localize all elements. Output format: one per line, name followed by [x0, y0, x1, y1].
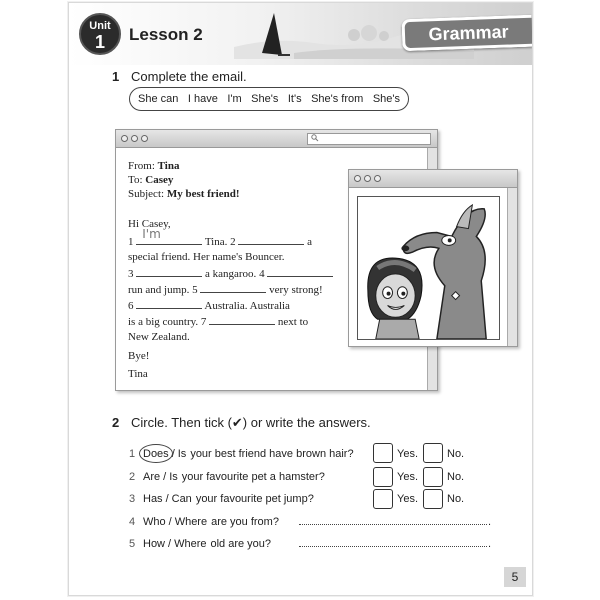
yes-checkbox[interactable]	[373, 443, 393, 463]
blank-number: 6	[128, 300, 134, 312]
no-label: No.	[447, 448, 465, 460]
no-checkbox[interactable]	[423, 443, 443, 463]
exercise-2-number: 2	[112, 415, 120, 430]
email-line-6	[128, 315, 373, 328]
separator: /	[163, 471, 167, 483]
to-label: To:	[128, 174, 143, 186]
lesson-title: Lesson 2	[129, 25, 203, 44]
window-zoom-dot	[141, 135, 148, 142]
from-value: Tina	[157, 160, 180, 172]
photo-window	[348, 169, 518, 347]
workbook-page	[68, 2, 533, 596]
photo-window-scrollbar	[507, 188, 517, 346]
email-signature: Tina	[128, 368, 148, 380]
email-text: run and jump.	[128, 284, 190, 296]
email-text: a	[307, 236, 312, 248]
line-end-period: .	[488, 538, 492, 550]
photo-window-titlebar	[349, 170, 517, 188]
email-text: next to	[277, 316, 309, 328]
window-close-dot	[354, 175, 361, 182]
word-bank-item: She's	[372, 93, 400, 105]
separator: /	[168, 538, 172, 550]
option-b: Is	[169, 471, 178, 483]
blank-number: 2	[230, 236, 236, 248]
option-a: Does	[143, 448, 169, 460]
option-b: Is	[177, 448, 187, 460]
word-bank-item: She can	[138, 93, 179, 105]
unit-label: Unit	[89, 20, 111, 32]
subject-value: My best friend!	[166, 188, 240, 200]
to-value: Casey	[145, 174, 174, 186]
blank-number: 3	[128, 268, 134, 280]
option-a: Who	[143, 516, 166, 528]
email-text: Australia. Australia	[204, 300, 290, 312]
search-field	[307, 133, 431, 145]
email-window-titlebar	[116, 130, 437, 148]
question-number: 1	[129, 448, 136, 460]
option-a: How	[143, 538, 166, 550]
option-b: Can	[171, 493, 192, 505]
window-minimize-dot	[131, 135, 138, 142]
yes-label: Yes.	[397, 493, 419, 505]
separator: /	[165, 493, 169, 505]
email-text: very strong!	[269, 284, 323, 296]
question-number: 4	[129, 516, 136, 528]
email-text: is a big country.	[128, 316, 199, 328]
answer-line[interactable]	[299, 524, 487, 525]
blank-number: 1	[128, 236, 134, 248]
subject-label: Subject:	[128, 188, 165, 200]
blank-3	[136, 267, 202, 277]
line-end-period: .	[488, 516, 492, 528]
no-checkbox[interactable]	[423, 489, 443, 509]
blank-number: 4	[259, 268, 265, 280]
question-number: 2	[129, 471, 136, 483]
yes-checkbox[interactable]	[373, 489, 393, 509]
unit-number: 1	[94, 32, 105, 52]
question-3	[129, 493, 314, 505]
email-line-3	[128, 267, 373, 280]
email-text: Tina.	[204, 236, 228, 248]
no-label: No.	[447, 471, 465, 483]
page-number: 5	[504, 567, 526, 587]
separator: /	[171, 448, 175, 460]
option-b: Where	[174, 538, 207, 550]
email-line-2: special friend. Her name's Bouncer.	[128, 251, 285, 263]
exercise-1-instruction: Complete the email.	[131, 69, 247, 84]
email-text: a kangaroo.	[205, 268, 257, 280]
blank-number: 7	[200, 316, 207, 328]
yes-checkbox[interactable]	[373, 467, 393, 487]
option-a: Are	[143, 471, 161, 483]
from-label: From:	[128, 160, 155, 172]
word-bank-item: I'm	[227, 93, 242, 105]
option-b: Where	[174, 516, 208, 528]
girl-and-kangaroo-illustration	[357, 196, 500, 340]
question-text: are you from?	[211, 516, 279, 528]
question-5	[129, 538, 271, 550]
email-line-4	[128, 283, 373, 296]
example-answer: I'm	[142, 227, 161, 241]
word-bank-item: She's from	[311, 93, 364, 105]
unit-badge	[79, 13, 121, 55]
blank-number: 5	[192, 284, 198, 296]
yes-label: Yes.	[397, 471, 419, 483]
option-a: Has	[143, 493, 163, 505]
no-label: No.	[447, 493, 465, 505]
blank-4	[267, 267, 333, 277]
yes-label: Yes.	[397, 448, 419, 460]
question-number: 5	[129, 538, 136, 550]
question-text: your best friend have brown hair?	[190, 448, 354, 460]
email-line-7: New Zealand.	[128, 331, 190, 343]
no-checkbox[interactable]	[423, 467, 443, 487]
blank-5	[200, 283, 266, 293]
window-zoom-dot	[374, 175, 381, 182]
section-tab-grammar: Grammar	[401, 15, 532, 52]
blank-7	[209, 315, 275, 325]
question-text: old are you?	[210, 538, 272, 550]
question-text: your favourite pet jump?	[195, 493, 314, 505]
window-close-dot	[121, 135, 128, 142]
word-bank	[129, 87, 409, 111]
search-icon	[311, 134, 319, 142]
word-bank-item: She's	[251, 93, 279, 105]
question-4	[129, 516, 279, 528]
lesson-banner	[69, 3, 533, 65]
blank-1	[136, 227, 202, 245]
circled-answer-mark	[139, 444, 173, 463]
question-text: your favourite pet a hamster?	[181, 471, 325, 483]
question-2	[129, 471, 325, 483]
blank-6	[136, 299, 202, 309]
email-line-1	[128, 227, 373, 248]
blank-2	[238, 235, 304, 245]
answer-line[interactable]	[299, 546, 487, 547]
email-line-5	[128, 299, 373, 312]
word-bank-item: I have	[187, 93, 218, 105]
word-bank-item: It's	[287, 93, 302, 105]
separator: /	[168, 516, 172, 528]
email-closing: Bye!	[128, 350, 150, 362]
exercise-1-number: 1	[112, 69, 120, 84]
exercise-2-instruction: Circle. Then tick (✔) or write the answers.	[131, 415, 371, 430]
question-number: 3	[129, 493, 136, 505]
window-minimize-dot	[364, 175, 371, 182]
email-greeting: Hi Casey,	[128, 218, 171, 230]
email-header	[128, 160, 240, 202]
